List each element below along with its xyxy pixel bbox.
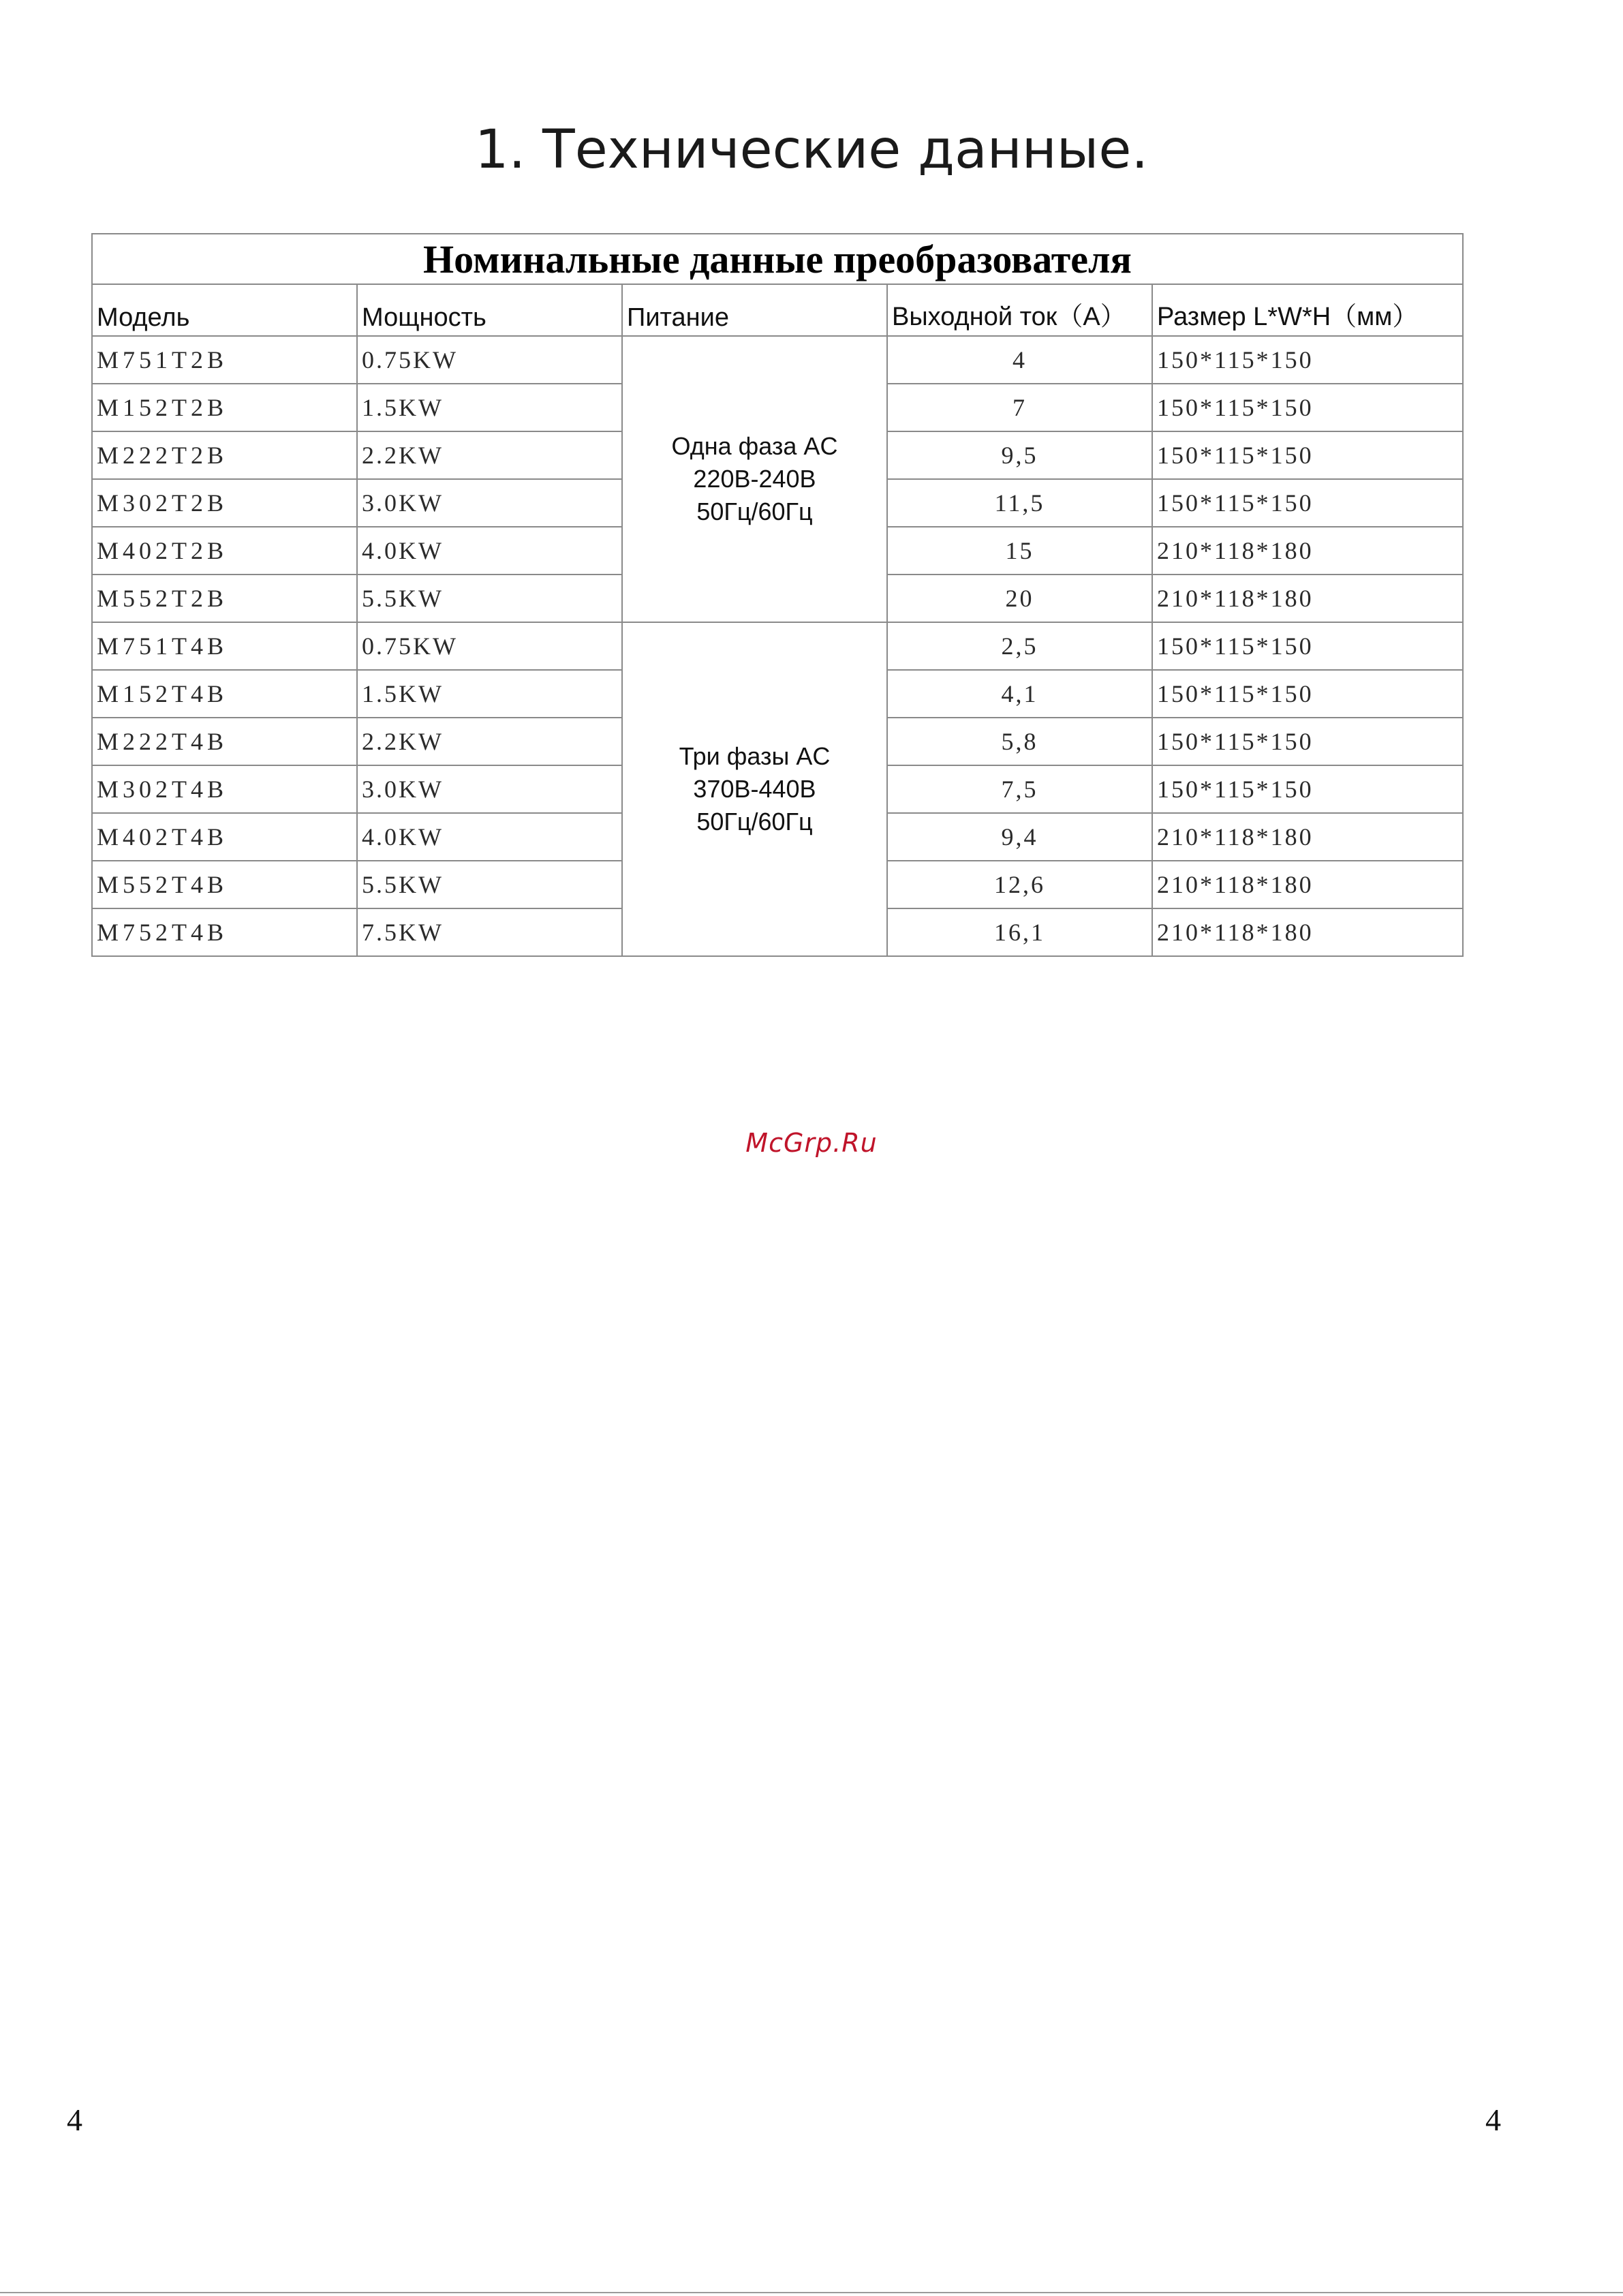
current-cell: 20: [887, 575, 1152, 622]
model-cell: M302T4B: [92, 765, 357, 813]
power-cell: 3.0KW: [357, 765, 622, 813]
size-cell: 150*115*150: [1152, 336, 1463, 384]
header-size: Размер L*W*H（мм）: [1152, 284, 1463, 336]
spec-table: [91, 233, 1464, 957]
page-number-left: 4: [67, 2102, 82, 2137]
current-cell: 7,5: [887, 765, 1152, 813]
size-cell: 150*115*150: [1152, 670, 1463, 718]
header-model: Модель: [92, 284, 357, 336]
power-cell: 0.75KW: [357, 336, 622, 384]
supply-cell-three-phase: Три фазы AC 370В-440В 50Гц/60Гц: [622, 622, 887, 956]
current-cell: 15: [887, 527, 1152, 575]
current-cell: 5,8: [887, 718, 1152, 765]
page-bottom-divider: [0, 2292, 1623, 2293]
current-cell: 11,5: [887, 479, 1152, 527]
model-cell: M752T4B: [92, 908, 357, 956]
size-cell: 210*118*180: [1152, 575, 1463, 622]
model-cell: M552T2B: [92, 575, 357, 622]
power-cell: 2.2KW: [357, 718, 622, 765]
model-cell: M302T2B: [92, 479, 357, 527]
model-cell: M402T4B: [92, 813, 357, 861]
power-cell: 7.5KW: [357, 908, 622, 956]
supply-cell-single-phase: Одна фаза AC 220В-240В 50Гц/60Гц: [622, 336, 887, 622]
size-cell: 150*115*150: [1152, 431, 1463, 479]
size-cell: 210*118*180: [1152, 527, 1463, 575]
power-cell: 4.0KW: [357, 527, 622, 575]
header-power: Мощность: [357, 284, 622, 336]
table-title: Номинальные данные преобразователя: [92, 234, 1463, 284]
size-cell: 210*118*180: [1152, 861, 1463, 908]
table-row: [92, 622, 1463, 670]
current-cell: 4: [887, 336, 1152, 384]
power-cell: 2.2KW: [357, 431, 622, 479]
power-cell: 4.0KW: [357, 813, 622, 861]
model-cell: M751T4B: [92, 622, 357, 670]
power-cell: 5.5KW: [357, 861, 622, 908]
size-cell: 150*115*150: [1152, 765, 1463, 813]
header-supply: Питание: [622, 284, 887, 336]
model-cell: M222T2B: [92, 431, 357, 479]
power-cell: 0.75KW: [357, 622, 622, 670]
current-cell: 12,6: [887, 861, 1152, 908]
current-cell: 9,5: [887, 431, 1152, 479]
power-cell: 1.5KW: [357, 384, 622, 431]
size-cell: 210*118*180: [1152, 813, 1463, 861]
table-title-row: [92, 234, 1463, 284]
power-cell: 1.5KW: [357, 670, 622, 718]
size-cell: 150*115*150: [1152, 479, 1463, 527]
size-cell: 210*118*180: [1152, 908, 1463, 956]
page-number-right: 4: [1485, 2102, 1501, 2137]
size-cell: 150*115*150: [1152, 384, 1463, 431]
current-cell: 16,1: [887, 908, 1152, 956]
power-cell: 5.5KW: [357, 575, 622, 622]
size-cell: 150*115*150: [1152, 718, 1463, 765]
page-title: 1. Технические данные.: [474, 119, 1149, 181]
model-cell: M152T4B: [92, 670, 357, 718]
power-cell: 3.0KW: [357, 479, 622, 527]
table-row: [92, 336, 1463, 384]
model-cell: M751T2B: [92, 336, 357, 384]
model-cell: M552T4B: [92, 861, 357, 908]
model-cell: M402T2B: [92, 527, 357, 575]
model-cell: M152T2B: [92, 384, 357, 431]
size-cell: 150*115*150: [1152, 622, 1463, 670]
table-header-row: [92, 284, 1463, 336]
current-cell: 9,4: [887, 813, 1152, 861]
model-cell: M222T4B: [92, 718, 357, 765]
header-current: Выходной ток（A）: [887, 284, 1152, 336]
current-cell: 7: [887, 384, 1152, 431]
watermark-link[interactable]: McGrp.Ru: [745, 1128, 878, 1158]
current-cell: 2,5: [887, 622, 1152, 670]
current-cell: 4,1: [887, 670, 1152, 718]
